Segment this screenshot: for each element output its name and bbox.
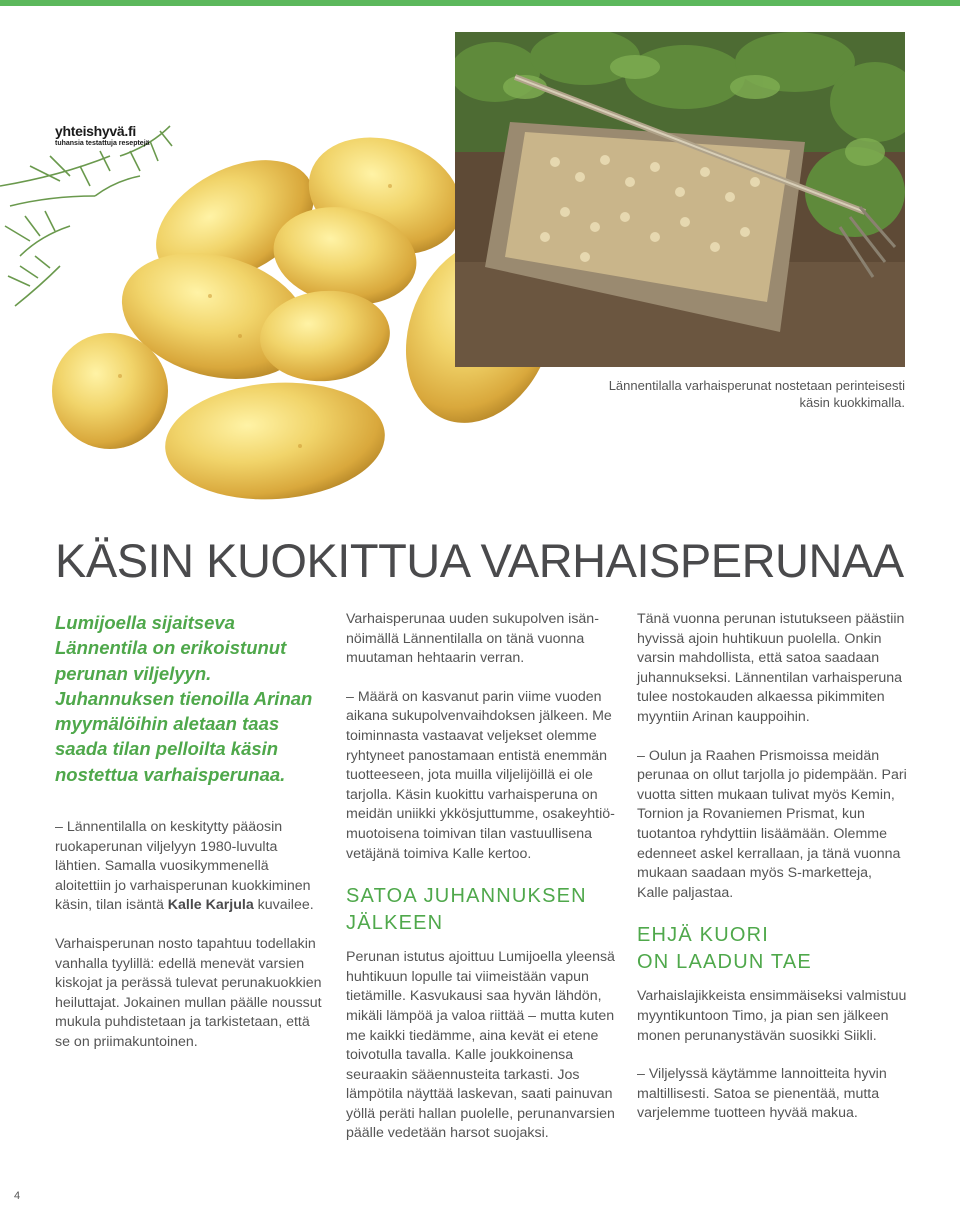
article-headline: KÄSIN KUOKITTUA VARHAISPERUNAA (55, 534, 904, 587)
text-run: – Lännentilalla on keskitytty pääosin ruokaperunan viljelyyn 1980-luvulta lähtien. Samalla vuosikymmenellä aloitettiin jo varhaisperunan kuokkiminen käsin, tilan isäntä (55, 819, 311, 914)
yhteishyva-logo (55, 124, 150, 148)
subheading-line: SATOA JUHANNUKSEN (346, 885, 587, 908)
body-paragraph: – Määrä on kasvanut parin viime vuoden aikana sukupolvenvaihdoksen jälkeen. Me toiminnasta vastaavat veljekset olemme ryhtyneet panostamaan entistä enemmän tuotteeseen, jota muilla viljelijöillä ei ole tarjolla. Käsin kuokittu varhaisperuna on meidän uniikki ykkösjuttumme, osakeyhtiömuotoisena toimivan tilan vastuullisena vetäjänä toimiva Kalle kertoo. (346, 688, 615, 862)
body-paragraph (55, 818, 325, 916)
body-paragraph: Perunan istutus ajoittuu Lumijoella yleensä huhtikuun lopulle tai viimeistään vapun tietämille. Kasvukausi saa hyvän lähdön, mikäli lämpöä ja valoa riittää – mutta kuten me kaikki tiedämme, aina kevät ei etene toivotulla tavalla. Kalle joukkoinensa seuraakin sääennusteita tarkasti. Jos lämpötila näyttää laskevan, saati painuvan yöllä peräti hallan puolelle, perunanvarsien päälle vedetään harsot suojaksi. (346, 949, 615, 1142)
subheading-line: EHJÄ KUORI (637, 924, 770, 947)
logo-tagline: tuhansia testattuja reseptejä (55, 140, 150, 147)
column-3 (637, 610, 907, 1143)
body-paragraph: Varhaisperunaa uuden sukupolven isännöimällä Lännentilalla on tänä vuonna muutaman hehtaarin verran. (346, 611, 599, 667)
body-paragraph: Tänä vuonna perunan istutukseen päästiin hyvissä ajoin huhtikuun puolella. Onkin varsin mahdollista, että satoa saadaan juhannukseksi. Lännentilan varhaisperuna tulee nostokauden alkaessa pikimmiten myyntiin Arinan kauppoihin. (637, 611, 905, 725)
column-2 (346, 610, 616, 1163)
subheading-line: ON LAADUN TAE (637, 950, 812, 973)
subheading-line: JÄLKEEN (346, 911, 444, 934)
subheading (637, 922, 907, 975)
text-run: kuvailee. (253, 897, 314, 914)
page-number: 4 (14, 1190, 21, 1202)
lead-paragraph: Lumijoella sijaitseva Lännentila on erikoistunut perunan viljelyyn. Juhannuksen tienoilla Arinan myymälöihin aletaan taas saada tilan pelloilta käsin nostettua varhaisperunaa. (55, 612, 313, 785)
body-paragraph: – Viljelyssä käytämme lannoitteita hyvin maltillisesti. Satoa se pienentää, mutta varjelemme tuotteen hyvää makua. (637, 1066, 887, 1122)
photo-caption: Lännentilalla varhaisperunat nostetaan perinteisesti käsin kuokkimalla. (608, 378, 905, 410)
body-paragraph: Varhaislajikkeista ensimmäiseksi valmistuu myyntikuntoon Timo, ja pian sen jälkeen monen perunanystävän suosikki Siikli. (637, 988, 907, 1044)
column-1 (55, 610, 325, 1072)
subheading (346, 883, 616, 936)
person-name: Kalle Karjula (167, 897, 254, 914)
potato-harvest-crate-photo (455, 32, 905, 367)
logo-site: yhteishyvä.fi (55, 123, 136, 139)
body-paragraph: Varhaisperunan nosto tapahtuu todellakin vanhalla tyylillä: edellä menevät varsien kiskojat ja perässä tulevat perunakuokkien heiluttajat. Jokainen mullan päälle noussut mukula puhdistetaan ja tarkistetaan, että se on priimakuntoinen. (55, 936, 322, 1051)
body-paragraph: – Oulun ja Raahen Prismoissa meidän perunaa on ollut tarjolla jo pidempään. Pari vuotta sitten mukaan tulivat myös Kemin, Tornion ja Rovaniemen Prismat, kun tuotantoa ryhdyttiin lisäämään. Olemme edenneet askel kerrallaan, ja tänä vuonna mukaan saadaan myös S-marketteja, Kalle paljastaa. (637, 747, 907, 901)
